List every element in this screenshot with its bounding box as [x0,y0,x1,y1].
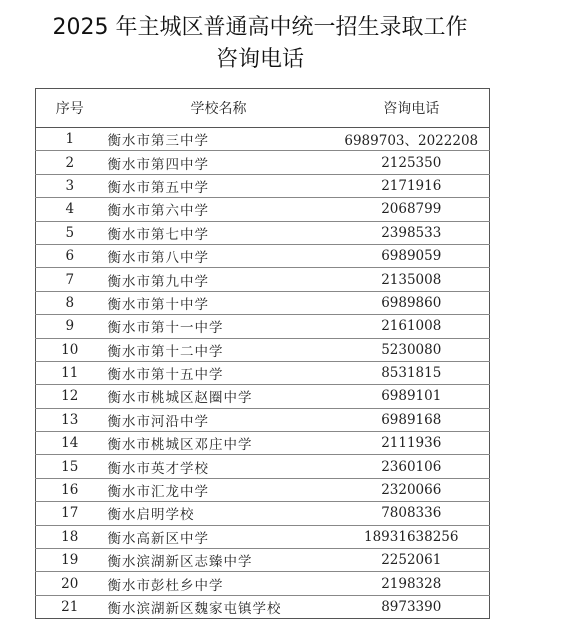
row-school-name: 衡水市第四中学 [104,151,334,174]
row-phone: 2252061 [334,549,490,572]
row-school-name: 衡水市第五中学 [104,174,334,197]
row-school-name: 衡水市汇龙中学 [104,478,334,501]
row-phone: 2171916 [334,174,490,197]
header-phone: 咨询电话 [334,89,490,128]
row-index: 13 [36,408,104,431]
row-phone: 18931638256 [334,525,490,548]
row-index: 7 [36,268,104,291]
row-index: 3 [36,174,104,197]
row-phone: 8973390 [334,595,490,618]
row-school-name: 衡水市英才学校 [104,455,334,478]
row-school-name: 衡水市第七中学 [104,221,334,244]
row-school-name: 衡水滨湖新区魏家屯镇学校 [104,595,334,618]
row-index: 15 [36,455,104,478]
row-phone: 8531815 [334,361,490,384]
row-phone: 2398533 [334,221,490,244]
table-body [36,128,490,619]
row-school-name: 衡水市河沿中学 [104,408,334,431]
row-index: 1 [36,128,104,151]
row-index: 20 [36,572,104,595]
row-school-name: 衡水高新区中学 [104,525,334,548]
table-row [36,361,490,384]
row-phone: 2198328 [334,572,490,595]
row-school-name: 衡水市第十五中学 [104,361,334,384]
table-row [36,502,490,525]
row-index: 2 [36,151,104,174]
header-index: 序号 [36,89,104,128]
row-school-name: 衡水市第十中学 [104,291,334,314]
table-row [36,595,490,618]
document-subtitle: 咨询电话 [215,47,304,72]
row-school-name: 衡水市第三中学 [104,128,334,151]
row-school-name: 衡水滨湖新区志臻中学 [104,549,334,572]
row-index: 5 [36,221,104,244]
row-index: 8 [36,291,104,314]
row-phone: 2161008 [334,315,490,338]
row-school-name: 衡水市彭杜乡中学 [104,572,334,595]
row-index: 19 [36,549,104,572]
row-index: 11 [36,361,104,384]
row-school-name: 衡水市桃城区赵圈中学 [104,385,334,408]
row-index: 17 [36,502,104,525]
row-index: 10 [36,338,104,361]
table-row [36,268,490,291]
row-index: 9 [36,315,104,338]
document-title: 2025 年主城区普通高中统一招生录取工作 [52,15,468,40]
table-row [36,455,490,478]
table-row [36,221,490,244]
table-header-row [36,89,490,128]
table-row [36,128,490,151]
row-index: 16 [36,478,104,501]
row-phone: 6989168 [334,408,490,431]
table-row [36,408,490,431]
row-phone: 2068799 [334,198,490,221]
row-index: 12 [36,385,104,408]
table-row [36,244,490,267]
row-index: 21 [36,595,104,618]
table-row [36,174,490,197]
table-row [36,198,490,221]
row-index: 4 [36,198,104,221]
row-school-name: 衡水市第九中学 [104,268,334,291]
row-index: 6 [36,244,104,267]
consultation-phone-table [35,88,490,619]
row-phone: 7808336 [334,502,490,525]
row-phone: 5230080 [334,338,490,361]
row-phone: 6989860 [334,291,490,314]
row-phone: 6989703、2022208 [334,128,490,151]
row-phone: 2111936 [334,432,490,455]
row-phone: 6989059 [334,244,490,267]
table-row [36,151,490,174]
table-row [36,432,490,455]
row-school-name: 衡水市第八中学 [104,244,334,267]
row-index: 18 [36,525,104,548]
row-school-name: 衡水市第六中学 [104,198,334,221]
row-phone: 6989101 [334,385,490,408]
table-row [36,315,490,338]
table-row [36,525,490,548]
table-row [36,291,490,314]
row-phone: 2360106 [334,455,490,478]
table-row [36,338,490,361]
table-row [36,572,490,595]
row-school-name: 衡水市第十一中学 [104,315,334,338]
table-row [36,549,490,572]
header-school-name: 学校名称 [104,89,334,128]
row-phone: 2320066 [334,478,490,501]
row-phone: 2125350 [334,151,490,174]
table-row [36,385,490,408]
row-school-name: 衡水市桃城区邓庄中学 [104,432,334,455]
row-index: 14 [36,432,104,455]
row-school-name: 衡水市第十二中学 [104,338,334,361]
row-school-name: 衡水启明学校 [104,502,334,525]
row-phone: 2135008 [334,268,490,291]
table-row [36,478,490,501]
